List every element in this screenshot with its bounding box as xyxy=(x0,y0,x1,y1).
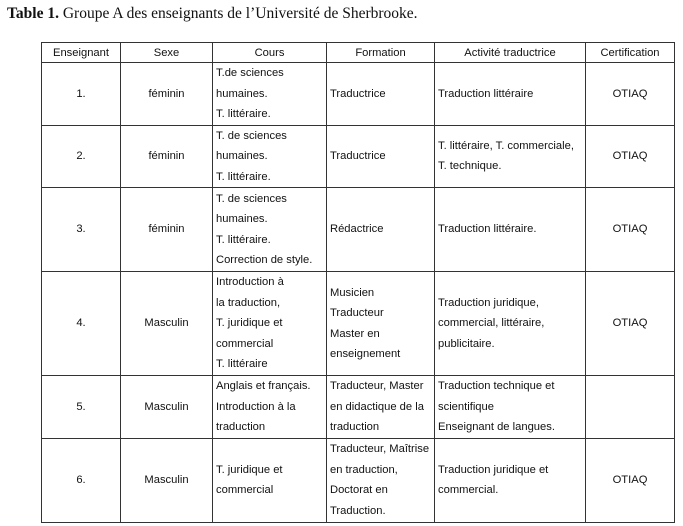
cell-line: T. de sciences xyxy=(216,129,287,142)
cell-line: T. littéraire, T. commerciale, xyxy=(438,139,574,152)
cell-line: Doctorat en xyxy=(330,484,388,496)
header-enseignant: Enseignant xyxy=(42,43,121,63)
cell-line: commercial, littéraire, xyxy=(438,317,545,330)
cell-certification xyxy=(586,376,675,439)
cell-cours xyxy=(213,376,327,439)
cell-line: T. juridique et xyxy=(216,317,283,330)
cell-cours xyxy=(213,438,327,522)
cell-activite xyxy=(435,63,586,126)
cell-line: Traductrice xyxy=(330,87,386,100)
cell-line: Traducteur, Master xyxy=(330,380,424,392)
cell-line: Enseignant de langues. xyxy=(438,421,555,433)
cell-line: Traducteur xyxy=(330,307,384,319)
table-row xyxy=(42,63,675,126)
cell-line: commercial. xyxy=(438,484,499,496)
cell-line: T. littéraire. xyxy=(216,233,271,246)
cell-activite xyxy=(435,376,586,439)
cell-activite xyxy=(435,272,586,376)
cell-line: T. juridique et xyxy=(216,463,283,476)
cell-line: Traduction juridique et xyxy=(438,463,549,476)
cell-line: Master en xyxy=(330,327,380,340)
cell-line: humaines. xyxy=(216,213,268,225)
cell-sexe: féminin xyxy=(121,188,213,272)
cell-cours xyxy=(213,188,327,272)
cell-line: Introduction à xyxy=(216,276,284,289)
teachers-table xyxy=(41,42,675,523)
header-row xyxy=(42,43,675,63)
cell-line: Traducteur, Maîtrise xyxy=(330,443,430,455)
cell-line: humaines. xyxy=(216,150,268,162)
cell-formation xyxy=(327,63,435,126)
cell-formation xyxy=(327,125,435,188)
cell-line: Traductrice xyxy=(330,150,386,162)
header-activite: Activité traductrice xyxy=(435,43,586,63)
cell-line: Traduction juridique, xyxy=(438,296,539,309)
cell-line: Traduction. xyxy=(330,504,386,517)
cell-certification: OTIAQ xyxy=(586,272,675,376)
cell-formation xyxy=(327,438,435,522)
cell-line: scientifique xyxy=(438,400,494,413)
caption-text: Groupe A des enseignants de l’Université de Sherbrooke. xyxy=(58,5,418,22)
cell-enseignant: 4. xyxy=(42,272,121,376)
cell-activite xyxy=(435,188,586,272)
table-row xyxy=(42,438,675,522)
cell-enseignant: 1. xyxy=(42,63,121,126)
cell-line: T.de sciences xyxy=(216,67,284,79)
cell-enseignant: 2. xyxy=(42,125,121,188)
cell-certification: OTIAQ xyxy=(586,63,675,126)
cell-line: commercial xyxy=(216,337,274,350)
cell-line: commercial xyxy=(216,484,274,496)
table-caption xyxy=(7,5,418,23)
header-formation: Formation xyxy=(327,43,435,63)
cell-certification: OTIAQ xyxy=(586,125,675,188)
cell-sexe: Masculin xyxy=(121,272,213,376)
cell-line: Traduction littéraire. xyxy=(438,223,537,236)
cell-formation xyxy=(327,272,435,376)
cell-line: Traduction technique et xyxy=(438,380,555,392)
cell-formation xyxy=(327,376,435,439)
header-sexe: Sexe xyxy=(121,43,213,63)
cell-certification: OTIAQ xyxy=(586,438,675,522)
cell-line: Musicien xyxy=(330,286,375,299)
table-row xyxy=(42,376,675,439)
cell-line: Correction de style. xyxy=(216,254,313,266)
table-row xyxy=(42,188,675,272)
cell-sexe: Masculin xyxy=(121,438,213,522)
cell-cours xyxy=(213,125,327,188)
cell-line: la traduction, xyxy=(216,296,281,309)
cell-line: T. littéraire xyxy=(216,358,268,371)
cell-line: Introduction à la xyxy=(216,400,296,413)
cell-line: T. littéraire. xyxy=(216,170,271,183)
cell-line: traduction xyxy=(216,421,266,433)
cell-line: publicitaire. xyxy=(438,337,495,350)
cell-sexe: féminin xyxy=(121,125,213,188)
header-cours: Cours xyxy=(213,43,327,63)
cell-sexe: Masculin xyxy=(121,376,213,439)
cell-line: en traduction, xyxy=(330,463,398,476)
cell-line: traduction xyxy=(330,421,380,433)
cell-line: Anglais et français. xyxy=(216,380,311,392)
cell-line: Traduction littéraire xyxy=(438,87,534,100)
cell-formation xyxy=(327,188,435,272)
cell-cours xyxy=(213,63,327,126)
cell-line: enseignement xyxy=(330,348,401,360)
table-row xyxy=(42,125,675,188)
caption-label: Table 1. xyxy=(7,5,59,22)
cell-line: T. littéraire. xyxy=(216,108,271,120)
header-certification: Certification xyxy=(586,43,675,63)
cell-activite xyxy=(435,438,586,522)
cell-activite xyxy=(435,125,586,188)
cell-line: T. de sciences xyxy=(216,192,287,205)
cell-line: Rédactrice xyxy=(330,223,384,236)
table-row xyxy=(42,272,675,376)
cell-enseignant: 5. xyxy=(42,376,121,439)
cell-enseignant: 6. xyxy=(42,438,121,522)
cell-cours xyxy=(213,272,327,376)
cell-line: T. technique. xyxy=(438,160,502,173)
cell-enseignant: 3. xyxy=(42,188,121,272)
cell-line: humaines. xyxy=(216,87,268,100)
cell-sexe: féminin xyxy=(121,63,213,126)
cell-line: en didactique de la xyxy=(330,400,424,413)
cell-certification: OTIAQ xyxy=(586,188,675,272)
